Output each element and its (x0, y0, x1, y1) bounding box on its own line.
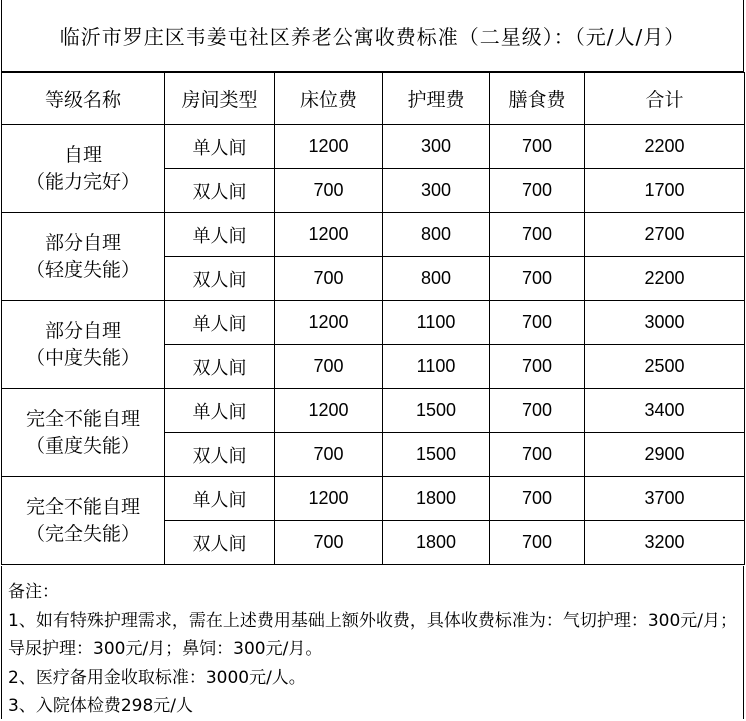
care-fee-cell: 1500 (383, 389, 490, 433)
note-item: 3、入院体检费298元/人 (8, 696, 193, 716)
note-item: 2、医疗备用金收取标准：3000元/人。 (8, 667, 306, 688)
grade-cell (2, 477, 165, 565)
header-grade: 等级名称 (2, 73, 165, 125)
room-type-cell: 双人间 (165, 433, 275, 477)
total-cell: 3200 (585, 521, 745, 565)
grade-name: 完全不能自理 (25, 495, 140, 518)
fee-table (1, 72, 745, 565)
meal-fee-cell: 700 (490, 345, 585, 389)
table-row (2, 213, 745, 257)
bed-fee-cell: 1200 (275, 213, 383, 257)
meal-fee-cell: 700 (490, 521, 585, 565)
grade-name: 部分自理 (44, 319, 121, 342)
total-cell: 2700 (585, 213, 745, 257)
notes-section (1, 566, 744, 719)
table-row (2, 125, 745, 169)
header-care-fee: 护理费 (383, 73, 490, 125)
grade-condition: （轻度失能） (25, 258, 140, 281)
total-cell: 2200 (585, 257, 745, 301)
sheet-title: 临沂市罗庄区韦姜屯社区养老公寓收费标准（二星级）：（元/人/月） (1, 0, 744, 72)
room-type-cell: 单人间 (165, 125, 275, 169)
total-cell: 2900 (585, 433, 745, 477)
bed-fee-cell: 700 (275, 521, 383, 565)
table-header-row (2, 73, 745, 125)
header-meal-fee: 膳食费 (490, 73, 585, 125)
care-fee-cell: 1500 (383, 433, 490, 477)
total-cell: 3700 (585, 477, 745, 521)
total-cell: 3000 (585, 301, 745, 345)
room-type-cell: 双人间 (165, 521, 275, 565)
bed-fee-cell: 1200 (275, 389, 383, 433)
meal-fee-cell: 700 (490, 169, 585, 213)
total-cell: 1700 (585, 169, 745, 213)
grade-cell (2, 213, 165, 301)
care-fee-cell: 1100 (383, 301, 490, 345)
room-type-cell: 单人间 (165, 477, 275, 521)
grade-name: 自理 (63, 143, 102, 166)
care-fee-cell: 800 (383, 213, 490, 257)
care-fee-cell: 1100 (383, 345, 490, 389)
care-fee-cell: 300 (383, 169, 490, 213)
bed-fee-cell: 700 (275, 169, 383, 213)
meal-fee-cell: 700 (490, 301, 585, 345)
room-type-cell: 双人间 (165, 257, 275, 301)
room-type-cell: 单人间 (165, 213, 275, 257)
grade-cell (2, 125, 165, 213)
care-fee-cell: 800 (383, 257, 490, 301)
header-bed-fee: 床位费 (275, 73, 383, 125)
grade-name: 完全不能自理 (25, 407, 140, 430)
bed-fee-cell: 700 (275, 257, 383, 301)
note-item: 1、如有特殊护理需求，需在上述费用基础上额外收费，具体收费标准为：气切护理：300元/月；导尿护理：300元/月；鼻饲：300元/月。 (8, 610, 737, 659)
meal-fee-cell: 700 (490, 213, 585, 257)
room-type-cell: 单人间 (165, 301, 275, 345)
header-total: 合计 (585, 73, 745, 125)
grade-condition: （完全失能） (25, 522, 140, 545)
notes-heading: 备注： (8, 582, 59, 602)
room-type-cell: 双人间 (165, 169, 275, 213)
header-room-type: 房间类型 (165, 73, 275, 125)
total-cell: 2500 (585, 345, 745, 389)
table-row (2, 477, 745, 521)
bed-fee-cell: 700 (275, 345, 383, 389)
grade-cell (2, 389, 165, 477)
bed-fee-cell: 1200 (275, 125, 383, 169)
fee-sheet (1, 0, 744, 719)
bed-fee-cell: 1200 (275, 477, 383, 521)
room-type-cell: 单人间 (165, 389, 275, 433)
grade-condition: （中度失能） (25, 346, 140, 369)
total-cell: 3400 (585, 389, 745, 433)
total-cell: 2200 (585, 125, 745, 169)
meal-fee-cell: 700 (490, 125, 585, 169)
care-fee-cell: 1800 (383, 521, 490, 565)
bed-fee-cell: 1200 (275, 301, 383, 345)
meal-fee-cell: 700 (490, 257, 585, 301)
care-fee-cell: 1800 (383, 477, 490, 521)
table-row (2, 301, 745, 345)
care-fee-cell: 300 (383, 125, 490, 169)
meal-fee-cell: 700 (490, 389, 585, 433)
meal-fee-cell: 700 (490, 477, 585, 521)
grade-condition: （重度失能） (25, 434, 140, 457)
room-type-cell: 双人间 (165, 345, 275, 389)
grade-name: 部分自理 (44, 231, 121, 254)
meal-fee-cell: 700 (490, 433, 585, 477)
bed-fee-cell: 700 (275, 433, 383, 477)
table-row (2, 389, 745, 433)
grade-condition: （能力完好） (25, 170, 140, 193)
grade-cell (2, 301, 165, 389)
